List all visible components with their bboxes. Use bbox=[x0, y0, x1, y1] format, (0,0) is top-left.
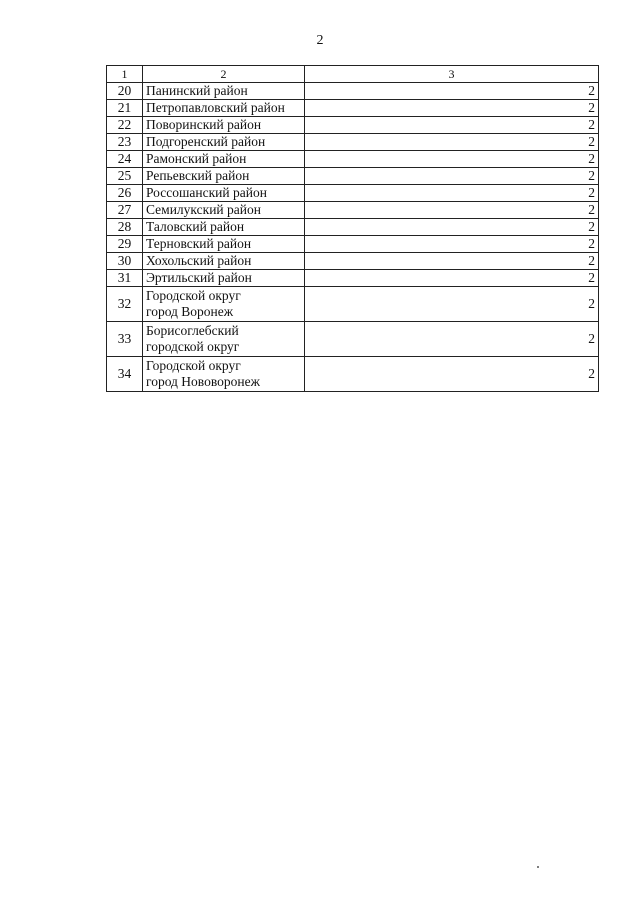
row-value: 2 bbox=[305, 202, 599, 219]
row-name-line: Эртильский район bbox=[146, 270, 252, 285]
row-number: 25 bbox=[107, 168, 143, 185]
row-value: 2 bbox=[305, 151, 599, 168]
row-value: 2 bbox=[305, 100, 599, 117]
row-name bbox=[143, 287, 305, 322]
scan-speck bbox=[537, 866, 539, 868]
table-row bbox=[107, 117, 599, 134]
table-row bbox=[107, 83, 599, 100]
row-name-line: Хохольский район bbox=[146, 253, 252, 268]
row-name bbox=[143, 151, 305, 168]
table-row bbox=[107, 287, 599, 322]
row-value: 2 bbox=[305, 185, 599, 202]
row-value: 2 bbox=[305, 270, 599, 287]
row-number: 34 bbox=[107, 357, 143, 392]
row-number: 22 bbox=[107, 117, 143, 134]
table-row bbox=[107, 322, 599, 357]
row-name bbox=[143, 357, 305, 392]
row-name bbox=[143, 134, 305, 151]
row-number: 27 bbox=[107, 202, 143, 219]
row-value: 2 bbox=[305, 117, 599, 134]
column-header-number: 1 bbox=[107, 66, 143, 83]
row-value: 2 bbox=[305, 219, 599, 236]
table-row bbox=[107, 202, 599, 219]
table-row bbox=[107, 270, 599, 287]
row-number: 26 bbox=[107, 185, 143, 202]
row-value: 2 bbox=[305, 168, 599, 185]
table-row bbox=[107, 219, 599, 236]
row-name bbox=[143, 219, 305, 236]
table-row bbox=[107, 151, 599, 168]
row-number: 23 bbox=[107, 134, 143, 151]
row-number: 28 bbox=[107, 219, 143, 236]
row-number: 31 bbox=[107, 270, 143, 287]
row-name-line: Подгоренский район bbox=[146, 134, 266, 149]
row-name-line: Терновский район bbox=[146, 236, 252, 251]
row-number: 24 bbox=[107, 151, 143, 168]
row-number: 33 bbox=[107, 322, 143, 357]
row-name-line: Панинский район bbox=[146, 83, 248, 98]
row-number: 30 bbox=[107, 253, 143, 270]
row-name-line: город Нововоронеж bbox=[146, 374, 260, 389]
column-header-value: 3 bbox=[305, 66, 599, 83]
row-name bbox=[143, 100, 305, 117]
row-name bbox=[143, 185, 305, 202]
table-row bbox=[107, 168, 599, 185]
row-number: 21 bbox=[107, 100, 143, 117]
table-row bbox=[107, 357, 599, 392]
row-number: 29 bbox=[107, 236, 143, 253]
row-name-line: Таловский район bbox=[146, 219, 245, 234]
column-header-name: 2 bbox=[143, 66, 305, 83]
table-body bbox=[107, 83, 599, 392]
row-name bbox=[143, 236, 305, 253]
row-name bbox=[143, 83, 305, 100]
table-header-row bbox=[107, 66, 599, 83]
row-name bbox=[143, 322, 305, 357]
table-row bbox=[107, 134, 599, 151]
row-value: 2 bbox=[305, 134, 599, 151]
districts-table bbox=[106, 65, 599, 392]
row-name-line: Городской округ bbox=[146, 288, 241, 303]
row-value: 2 bbox=[305, 357, 599, 392]
row-name bbox=[143, 117, 305, 134]
row-value: 2 bbox=[305, 253, 599, 270]
row-name-line: Поворинский район bbox=[146, 117, 262, 132]
row-name-line: Россошанский район bbox=[146, 185, 267, 200]
row-name-line: Репьевский район bbox=[146, 168, 250, 183]
table-row bbox=[107, 253, 599, 270]
table-row bbox=[107, 100, 599, 117]
page-number: 2 bbox=[316, 33, 324, 48]
row-value: 2 bbox=[305, 322, 599, 357]
row-name-line: Рамонский район bbox=[146, 151, 247, 166]
row-name-line: Семилукский район bbox=[146, 202, 261, 217]
row-name-line: Городской округ bbox=[146, 358, 241, 373]
row-name bbox=[143, 168, 305, 185]
row-number: 32 bbox=[107, 287, 143, 322]
row-name bbox=[143, 270, 305, 287]
row-value: 2 bbox=[305, 236, 599, 253]
table-row bbox=[107, 236, 599, 253]
row-name bbox=[143, 253, 305, 270]
row-name-line: город Воронеж bbox=[146, 304, 234, 319]
row-name-line: Петропавловский район bbox=[146, 100, 285, 115]
row-value: 2 bbox=[305, 287, 599, 322]
row-name bbox=[143, 202, 305, 219]
row-number: 20 bbox=[107, 83, 143, 100]
row-name-line: городской округ bbox=[146, 339, 240, 354]
row-name-line: Борисоглебский bbox=[146, 323, 239, 338]
table-row bbox=[107, 185, 599, 202]
row-value: 2 bbox=[305, 83, 599, 100]
